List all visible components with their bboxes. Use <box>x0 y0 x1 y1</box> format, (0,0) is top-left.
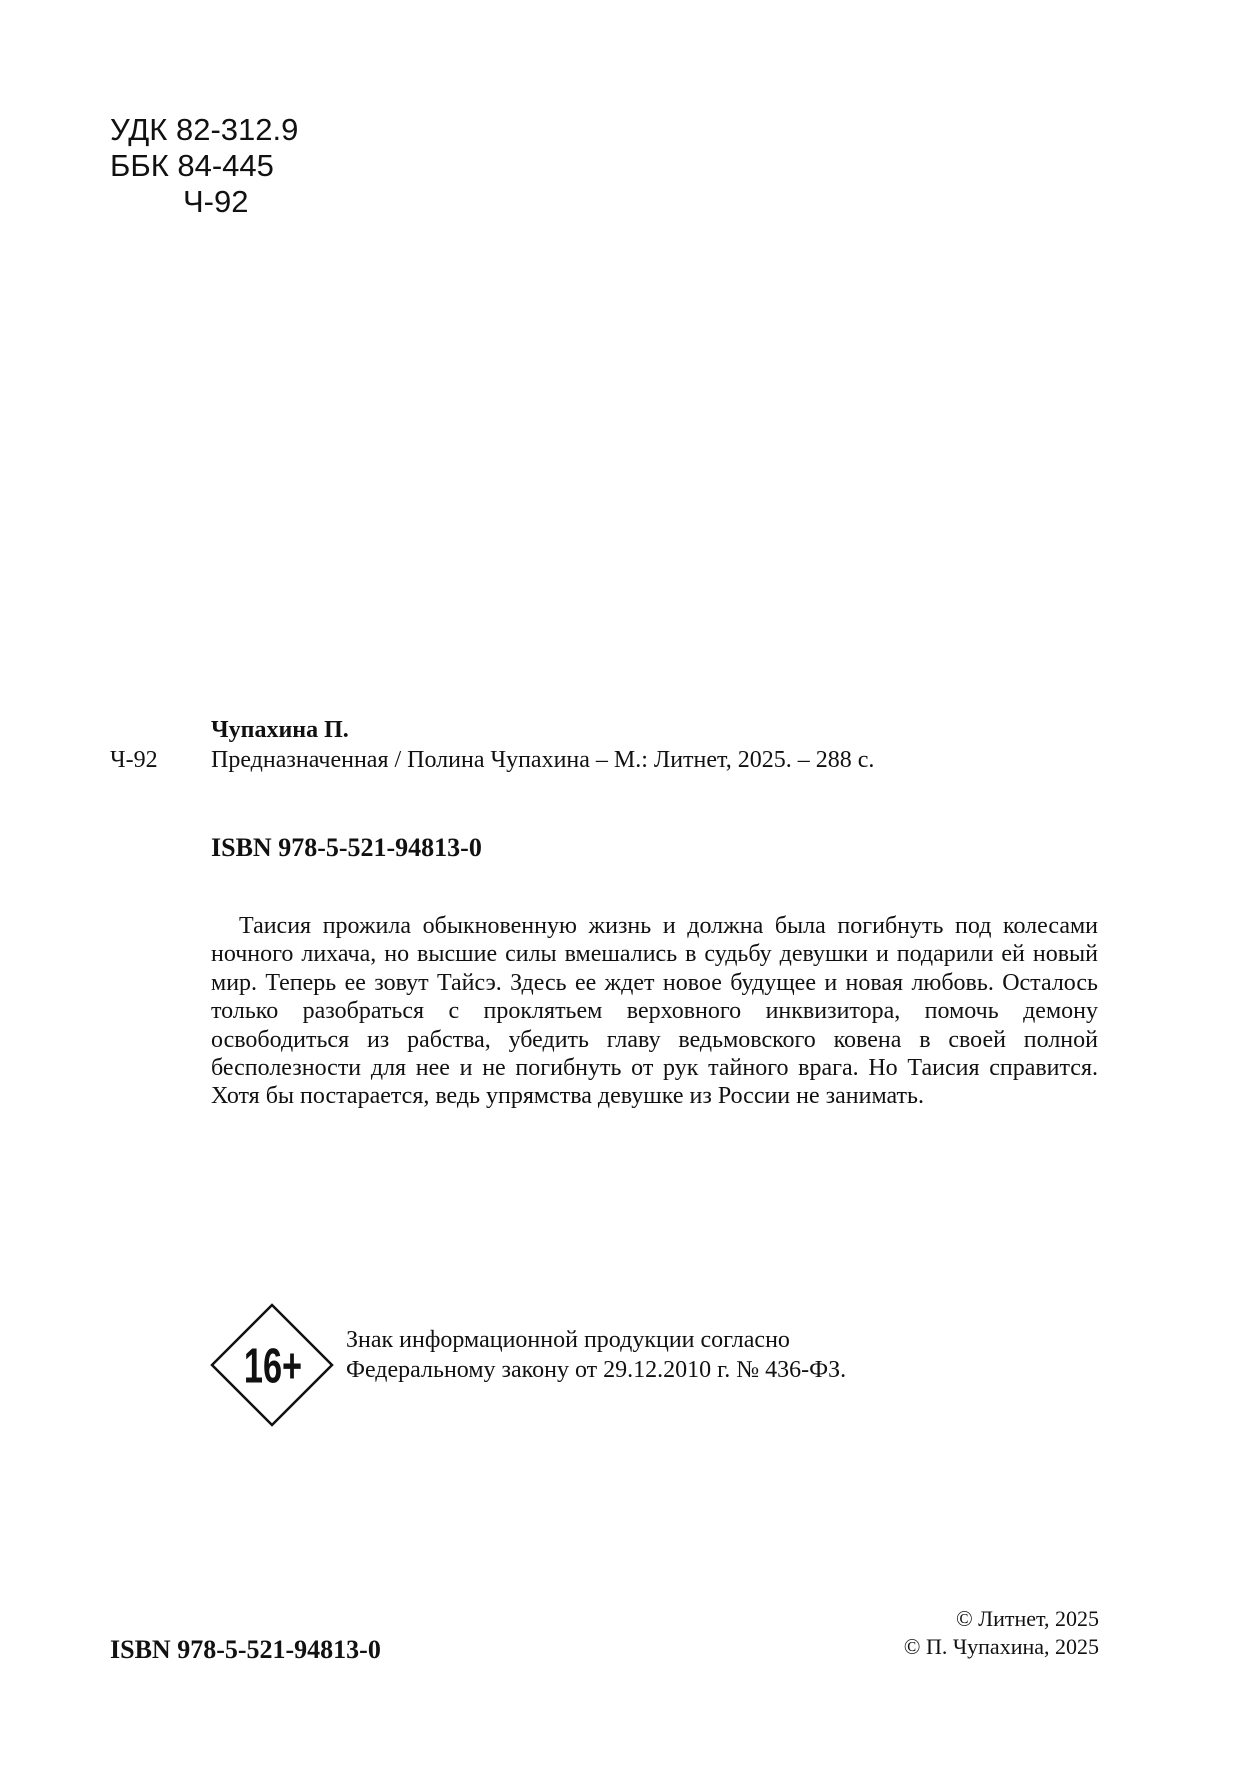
bibliographic-record <box>211 715 1111 775</box>
author-name: Чупахина П. <box>211 717 349 743</box>
copyright-publisher: © Литнет, 2025 <box>955 1606 1099 1631</box>
copyright-block <box>904 1605 1099 1661</box>
udk-code: УДК 82-312.9 <box>110 112 299 147</box>
copyright-author: © П. Чупахина, 2025 <box>903 1634 1099 1659</box>
age-notice-line-2: Федеральному закону от 29.12.2010 г. № 436-ФЗ. <box>346 1357 847 1383</box>
isbn-footer: ISBN 978-5-521-94813-0 <box>110 1635 381 1664</box>
bibliographic-entry: Предназначенная / Полина Чупахина – М.: Литнет, 2025. – 288 с. <box>211 747 875 773</box>
age-rating-label: 16+ <box>243 1338 303 1393</box>
classification-block <box>110 112 298 220</box>
age-rating-notice <box>346 1325 1046 1385</box>
age-rating-sign <box>210 1303 334 1427</box>
isbn-main: ISBN 978-5-521-94813-0 <box>211 833 482 862</box>
bbk-code: ББК 84-445 <box>110 148 274 183</box>
author-code: Ч-92 <box>110 747 158 773</box>
author-mark: Ч-92 <box>183 184 249 219</box>
age-notice-line-1: Знак информационной продукции согласно <box>346 1327 790 1353</box>
annotation-text: Таисия прожила обыкновенную жизнь и должна была погибнуть под колесами ночного лихача, но высшие силы вмешались в судьбу девушки и подарили ей новый мир. Теперь ее зовут Тайсэ. Здесь ее ждет новое будущее и новая любовь. Осталось только разобраться с проклятьем верховного инквизитора, помочь демону освободиться из рабства, убедить главу ведьмовского ковена в своей полной бесполезности для нее и не погибнуть от рук тайного врага. Но Таисия справится. Хотя бы постарается, ведь упрямства девушке из России не занимать. <box>211 913 1098 1110</box>
